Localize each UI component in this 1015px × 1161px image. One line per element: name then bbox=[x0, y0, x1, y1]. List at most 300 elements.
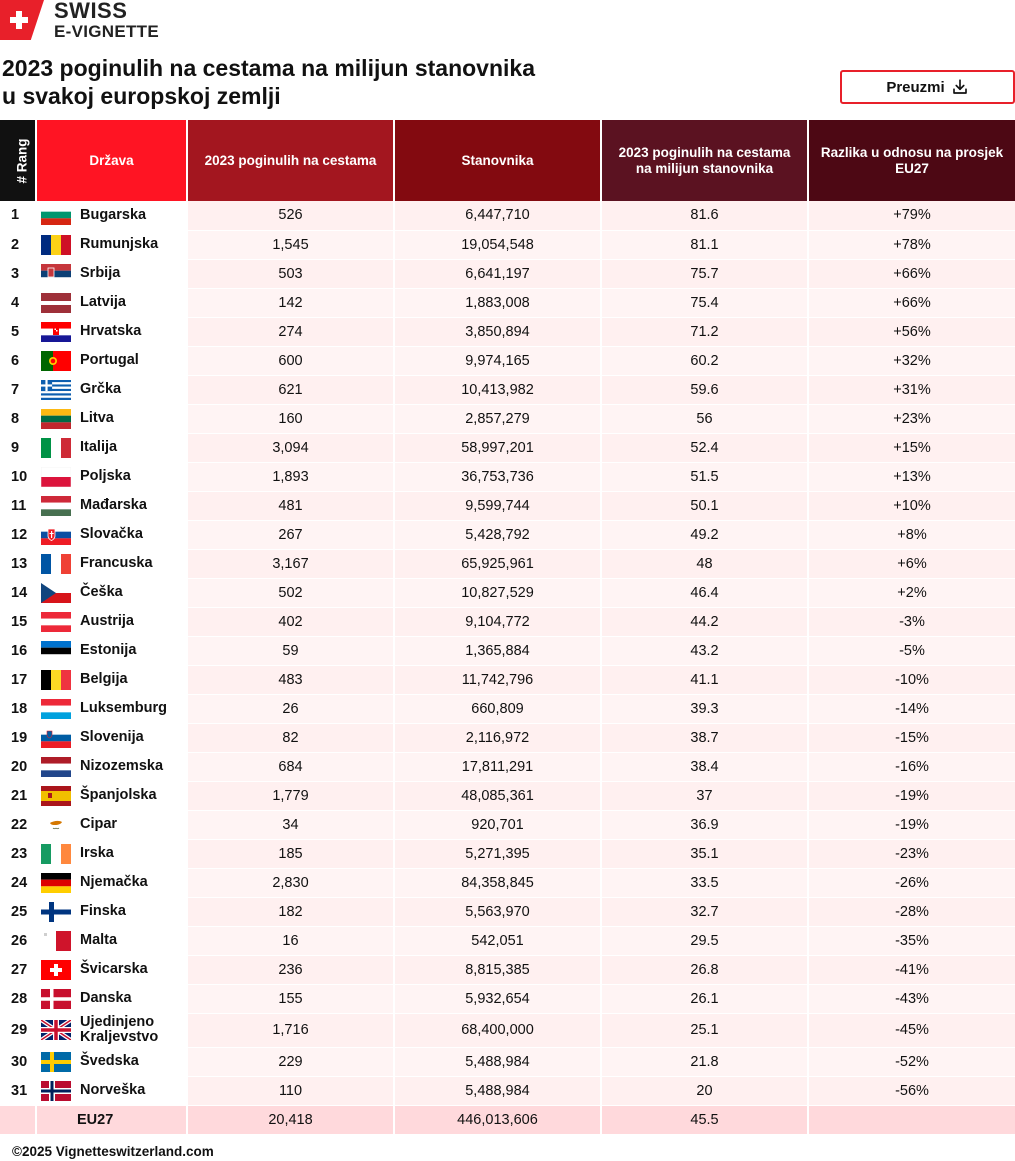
country-cell bbox=[36, 288, 187, 317]
table-row bbox=[0, 491, 1015, 520]
no-flag-icon bbox=[41, 1081, 71, 1101]
country-name: Hrvatska bbox=[80, 323, 142, 339]
diff-cell: -16% bbox=[808, 752, 1015, 781]
header-diff[interactable]: Razlika u odnosu na prosjek EU27 bbox=[808, 120, 1015, 201]
per-million-cell: 44.2 bbox=[601, 607, 808, 636]
page-title bbox=[2, 54, 702, 110]
nl-flag-icon bbox=[41, 757, 71, 777]
hu-flag-icon bbox=[41, 496, 71, 516]
rank-cell: 28 bbox=[0, 984, 36, 1013]
diff-cell: -35% bbox=[808, 926, 1015, 955]
rank-cell: 5 bbox=[0, 317, 36, 346]
deaths-cell: 182 bbox=[187, 897, 394, 926]
country-name: Latvija bbox=[80, 294, 126, 310]
country-name: Slovačka bbox=[80, 526, 143, 542]
diff-cell: +79% bbox=[808, 201, 1015, 230]
diff-cell: -52% bbox=[808, 1047, 1015, 1076]
per-million-cell: 33.5 bbox=[601, 868, 808, 897]
country-cell bbox=[36, 404, 187, 433]
eu27-diff bbox=[808, 1105, 1015, 1134]
diff-cell: -15% bbox=[808, 723, 1015, 752]
table-row bbox=[0, 1047, 1015, 1076]
lt-flag-icon bbox=[41, 409, 71, 429]
ie-flag-icon bbox=[41, 844, 71, 864]
per-million-cell: 35.1 bbox=[601, 839, 808, 868]
diff-cell: -43% bbox=[808, 984, 1015, 1013]
gr-flag-icon bbox=[41, 380, 71, 400]
country-name: Španjolska bbox=[80, 787, 157, 803]
diff-cell: -56% bbox=[808, 1076, 1015, 1105]
fatalities-table bbox=[0, 120, 1015, 1135]
country-cell bbox=[36, 259, 187, 288]
deaths-cell: 185 bbox=[187, 839, 394, 868]
per-million-cell: 41.1 bbox=[601, 665, 808, 694]
per-million-cell: 38.7 bbox=[601, 723, 808, 752]
per-million-cell: 36.9 bbox=[601, 810, 808, 839]
rank-cell: 29 bbox=[0, 1013, 36, 1047]
country-cell bbox=[36, 346, 187, 375]
country-cell bbox=[36, 839, 187, 868]
country-name: Poljska bbox=[80, 468, 131, 484]
country-cell bbox=[36, 462, 187, 491]
deaths-cell: 26 bbox=[187, 694, 394, 723]
deaths-cell: 267 bbox=[187, 520, 394, 549]
table-row bbox=[0, 839, 1015, 868]
cy-flag-icon bbox=[41, 815, 71, 835]
population-cell: 5,932,654 bbox=[394, 984, 601, 1013]
deaths-cell: 82 bbox=[187, 723, 394, 752]
diff-cell: +78% bbox=[808, 230, 1015, 259]
sk-flag-icon bbox=[41, 525, 71, 545]
rank-cell: 20 bbox=[0, 752, 36, 781]
country-name: Estonija bbox=[80, 642, 137, 658]
eu27-population: 446,013,606 bbox=[394, 1105, 601, 1134]
population-cell: 84,358,845 bbox=[394, 868, 601, 897]
population-cell: 10,413,982 bbox=[394, 375, 601, 404]
per-million-cell: 81.1 bbox=[601, 230, 808, 259]
country-name: Luksemburg bbox=[80, 700, 168, 716]
country-cell bbox=[36, 607, 187, 636]
country-name: Irska bbox=[80, 845, 114, 861]
country-cell bbox=[36, 230, 187, 259]
diff-cell: +2% bbox=[808, 578, 1015, 607]
country-cell bbox=[36, 955, 187, 984]
country-name: Švicarska bbox=[80, 961, 148, 977]
logo-line-1: SWISS bbox=[54, 0, 128, 23]
table-row bbox=[0, 259, 1015, 288]
deaths-cell: 684 bbox=[187, 752, 394, 781]
country-cell bbox=[36, 375, 187, 404]
dk-flag-icon bbox=[41, 989, 71, 1009]
population-cell: 36,753,736 bbox=[394, 462, 601, 491]
pt-flag-icon bbox=[41, 351, 71, 371]
deaths-cell: 502 bbox=[187, 578, 394, 607]
country-name: Belgija bbox=[80, 671, 128, 687]
deaths-cell: 526 bbox=[187, 201, 394, 230]
country-cell bbox=[36, 868, 187, 897]
table-row bbox=[0, 1013, 1015, 1047]
country-cell bbox=[36, 578, 187, 607]
deaths-cell: 59 bbox=[187, 636, 394, 665]
rs-flag-icon bbox=[41, 264, 71, 284]
deaths-cell: 142 bbox=[187, 288, 394, 317]
table-row bbox=[0, 636, 1015, 665]
diff-cell: -45% bbox=[808, 1013, 1015, 1047]
population-cell: 5,563,970 bbox=[394, 897, 601, 926]
per-million-cell: 32.7 bbox=[601, 897, 808, 926]
table-row bbox=[0, 317, 1015, 346]
population-cell: 11,742,796 bbox=[394, 665, 601, 694]
table-row bbox=[0, 346, 1015, 375]
rank-cell: 31 bbox=[0, 1076, 36, 1105]
country-cell bbox=[36, 926, 187, 955]
per-million-cell: 26.1 bbox=[601, 984, 808, 1013]
per-million-cell: 39.3 bbox=[601, 694, 808, 723]
hr-flag-icon bbox=[41, 322, 71, 342]
country-cell bbox=[36, 520, 187, 549]
population-cell: 542,051 bbox=[394, 926, 601, 955]
rank-cell: 10 bbox=[0, 462, 36, 491]
eu27-label: EU27 bbox=[36, 1105, 187, 1134]
it-flag-icon bbox=[41, 438, 71, 458]
population-cell: 5,428,792 bbox=[394, 520, 601, 549]
country-cell bbox=[36, 636, 187, 665]
rank-cell: 12 bbox=[0, 520, 36, 549]
per-million-cell: 37 bbox=[601, 781, 808, 810]
country-name: Rumunjska bbox=[80, 236, 159, 252]
rank-cell: 26 bbox=[0, 926, 36, 955]
country-cell bbox=[36, 752, 187, 781]
be-flag-icon bbox=[41, 670, 71, 690]
country-cell bbox=[36, 1013, 187, 1047]
deaths-cell: 1,716 bbox=[187, 1013, 394, 1047]
population-cell: 17,811,291 bbox=[394, 752, 601, 781]
fi-flag-icon bbox=[41, 902, 71, 922]
per-million-cell: 38.4 bbox=[601, 752, 808, 781]
population-cell: 65,925,961 bbox=[394, 549, 601, 578]
rank-cell: 15 bbox=[0, 607, 36, 636]
country-name: Mađarska bbox=[80, 497, 147, 513]
country-name: Portugal bbox=[80, 352, 139, 368]
rank-cell: 7 bbox=[0, 375, 36, 404]
country-name: Francuska bbox=[80, 555, 153, 571]
diff-cell: +8% bbox=[808, 520, 1015, 549]
diff-cell: +66% bbox=[808, 259, 1015, 288]
table-row bbox=[0, 404, 1015, 433]
deaths-cell: 1,893 bbox=[187, 462, 394, 491]
deaths-cell: 274 bbox=[187, 317, 394, 346]
download-button[interactable] bbox=[840, 70, 1015, 104]
table-row bbox=[0, 578, 1015, 607]
deaths-cell: 229 bbox=[187, 1047, 394, 1076]
population-cell: 660,809 bbox=[394, 694, 601, 723]
deaths-cell: 3,094 bbox=[187, 433, 394, 462]
header-rank[interactable]: # Rang bbox=[0, 120, 36, 201]
country-name: Švedska bbox=[80, 1053, 139, 1069]
fr-flag-icon bbox=[41, 554, 71, 574]
table-row bbox=[0, 810, 1015, 839]
header-per-million[interactable]: 2023 poginulih na cestama na milijun stanovnika bbox=[601, 120, 808, 201]
diff-cell: -3% bbox=[808, 607, 1015, 636]
rank-cell: 1 bbox=[0, 201, 36, 230]
country-cell bbox=[36, 810, 187, 839]
de-flag-icon bbox=[41, 873, 71, 893]
rank-cell: 4 bbox=[0, 288, 36, 317]
per-million-cell: 25.1 bbox=[601, 1013, 808, 1047]
per-million-cell: 21.8 bbox=[601, 1047, 808, 1076]
per-million-cell: 43.2 bbox=[601, 636, 808, 665]
table-row bbox=[0, 607, 1015, 636]
population-cell: 68,400,000 bbox=[394, 1013, 601, 1047]
ch-flag-icon bbox=[41, 960, 71, 980]
country-cell bbox=[36, 781, 187, 810]
rank-cell: 9 bbox=[0, 433, 36, 462]
country-name: Nizozemska bbox=[80, 758, 164, 774]
diff-cell: +15% bbox=[808, 433, 1015, 462]
rank-cell: 27 bbox=[0, 955, 36, 984]
mt-flag-icon bbox=[41, 931, 71, 951]
rank-cell: 14 bbox=[0, 578, 36, 607]
diff-cell: +6% bbox=[808, 549, 1015, 578]
table-header-row bbox=[0, 120, 1015, 201]
population-cell: 9,599,744 bbox=[394, 491, 601, 520]
deaths-cell: 1,545 bbox=[187, 230, 394, 259]
population-cell: 1,365,884 bbox=[394, 636, 601, 665]
header-population[interactable]: Stanovnika bbox=[394, 120, 601, 201]
diff-cell: -19% bbox=[808, 781, 1015, 810]
diff-cell: +23% bbox=[808, 404, 1015, 433]
diff-cell: +31% bbox=[808, 375, 1015, 404]
rank-cell: 22 bbox=[0, 810, 36, 839]
diff-cell: -26% bbox=[808, 868, 1015, 897]
per-million-cell: 81.6 bbox=[601, 201, 808, 230]
diff-cell: -23% bbox=[808, 839, 1015, 868]
diff-cell: +56% bbox=[808, 317, 1015, 346]
country-cell bbox=[36, 723, 187, 752]
population-cell: 19,054,548 bbox=[394, 230, 601, 259]
at-flag-icon bbox=[41, 612, 71, 632]
country-cell bbox=[36, 317, 187, 346]
rank-cell: 23 bbox=[0, 839, 36, 868]
table-row bbox=[0, 462, 1015, 491]
country-cell bbox=[36, 491, 187, 520]
population-cell: 2,857,279 bbox=[394, 404, 601, 433]
country-name: Češka bbox=[80, 584, 123, 600]
per-million-cell: 75.7 bbox=[601, 259, 808, 288]
country-name: Grčka bbox=[80, 381, 122, 397]
rank-cell: 21 bbox=[0, 781, 36, 810]
country-name: Litva bbox=[80, 410, 114, 426]
population-cell: 5,271,395 bbox=[394, 839, 601, 868]
deaths-cell: 402 bbox=[187, 607, 394, 636]
table-row bbox=[0, 433, 1015, 462]
per-million-cell: 29.5 bbox=[601, 926, 808, 955]
population-cell: 10,827,529 bbox=[394, 578, 601, 607]
table-row bbox=[0, 1076, 1015, 1105]
se-flag-icon bbox=[41, 1052, 71, 1072]
diff-cell: -5% bbox=[808, 636, 1015, 665]
country-cell bbox=[36, 433, 187, 462]
gb-flag-icon bbox=[41, 1020, 71, 1040]
country-name: Srbija bbox=[80, 265, 121, 281]
country-cell bbox=[36, 665, 187, 694]
per-million-cell: 49.2 bbox=[601, 520, 808, 549]
rank-cell: 24 bbox=[0, 868, 36, 897]
country-name: Cipar bbox=[80, 816, 118, 832]
population-cell: 6,447,710 bbox=[394, 201, 601, 230]
rank-cell: 17 bbox=[0, 665, 36, 694]
ee-flag-icon bbox=[41, 641, 71, 661]
cz-flag-icon bbox=[41, 583, 71, 603]
title-line-1: 2023 poginulih na cestama na milijun stanovnika bbox=[2, 55, 535, 81]
table-row bbox=[0, 868, 1015, 897]
table-row bbox=[0, 926, 1015, 955]
country-cell bbox=[36, 694, 187, 723]
deaths-cell: 600 bbox=[187, 346, 394, 375]
country-name: Malta bbox=[80, 932, 118, 948]
population-cell: 6,641,197 bbox=[394, 259, 601, 288]
country-name: Slovenija bbox=[80, 729, 144, 745]
per-million-cell: 46.4 bbox=[601, 578, 808, 607]
country-cell bbox=[36, 549, 187, 578]
population-cell: 5,488,984 bbox=[394, 1076, 601, 1105]
country-cell bbox=[36, 1047, 187, 1076]
country-name: Italija bbox=[80, 439, 118, 455]
brand-logo[interactable] bbox=[0, 0, 159, 40]
population-cell: 58,997,201 bbox=[394, 433, 601, 462]
table-row bbox=[0, 955, 1015, 984]
rank-cell: 30 bbox=[0, 1047, 36, 1076]
table-row bbox=[0, 694, 1015, 723]
deaths-cell: 621 bbox=[187, 375, 394, 404]
rank-cell: 11 bbox=[0, 491, 36, 520]
per-million-cell: 50.1 bbox=[601, 491, 808, 520]
country-name: Norveška bbox=[80, 1082, 146, 1098]
es-flag-icon bbox=[41, 786, 71, 806]
pl-flag-icon bbox=[41, 467, 71, 487]
per-million-cell: 60.2 bbox=[601, 346, 808, 375]
download-label: Preuzmi bbox=[886, 78, 945, 96]
logo-line-2: E-VIGNETTE bbox=[54, 22, 160, 41]
country-name: Njemačka bbox=[80, 874, 148, 890]
deaths-cell: 503 bbox=[187, 259, 394, 288]
eu27-total-row bbox=[0, 1105, 1015, 1134]
deaths-cell: 236 bbox=[187, 955, 394, 984]
ro-flag-icon bbox=[41, 235, 71, 255]
title-line-2: u svakoj europskoj zemlji bbox=[2, 83, 281, 109]
population-cell: 9,974,165 bbox=[394, 346, 601, 375]
lv-flag-icon bbox=[41, 293, 71, 313]
population-cell: 920,701 bbox=[394, 810, 601, 839]
diff-cell: -28% bbox=[808, 897, 1015, 926]
deaths-cell: 110 bbox=[187, 1076, 394, 1105]
deaths-cell: 155 bbox=[187, 984, 394, 1013]
per-million-cell: 26.8 bbox=[601, 955, 808, 984]
per-million-cell: 56 bbox=[601, 404, 808, 433]
deaths-cell: 483 bbox=[187, 665, 394, 694]
eu27-per-million: 45.5 bbox=[601, 1105, 808, 1134]
rank-cell bbox=[0, 1105, 36, 1134]
diff-cell: +66% bbox=[808, 288, 1015, 317]
diff-cell: +13% bbox=[808, 462, 1015, 491]
diff-cell: -41% bbox=[808, 955, 1015, 984]
country-cell bbox=[36, 897, 187, 926]
table-row bbox=[0, 288, 1015, 317]
per-million-cell: 20 bbox=[601, 1076, 808, 1105]
deaths-cell: 1,779 bbox=[187, 781, 394, 810]
country-cell bbox=[36, 201, 187, 230]
per-million-cell: 59.6 bbox=[601, 375, 808, 404]
bg-flag-icon bbox=[41, 205, 71, 225]
table-row bbox=[0, 752, 1015, 781]
rank-cell: 25 bbox=[0, 897, 36, 926]
population-cell: 48,085,361 bbox=[394, 781, 601, 810]
table-row bbox=[0, 201, 1015, 230]
lu-flag-icon bbox=[41, 699, 71, 719]
country-name: Finska bbox=[80, 903, 126, 919]
table-row bbox=[0, 549, 1015, 578]
rank-cell: 3 bbox=[0, 259, 36, 288]
header-deaths[interactable]: 2023 poginulih na cestama bbox=[187, 120, 394, 201]
rank-cell: 19 bbox=[0, 723, 36, 752]
country-name: Danska bbox=[80, 990, 132, 1006]
rank-cell: 2 bbox=[0, 230, 36, 259]
deaths-cell: 2,830 bbox=[187, 868, 394, 897]
deaths-cell: 160 bbox=[187, 404, 394, 433]
table-row bbox=[0, 375, 1015, 404]
diff-cell: -14% bbox=[808, 694, 1015, 723]
per-million-cell: 75.4 bbox=[601, 288, 808, 317]
table-row bbox=[0, 665, 1015, 694]
deaths-cell: 16 bbox=[187, 926, 394, 955]
country-cell bbox=[36, 1076, 187, 1105]
per-million-cell: 71.2 bbox=[601, 317, 808, 346]
country-name: Ujedinjeno Kraljevstvo bbox=[80, 1014, 159, 1045]
population-cell: 9,104,772 bbox=[394, 607, 601, 636]
header-country[interactable]: Država bbox=[36, 120, 187, 201]
population-cell: 8,815,385 bbox=[394, 955, 601, 984]
swiss-cross-icon bbox=[0, 0, 44, 40]
table-row bbox=[0, 230, 1015, 259]
population-cell: 5,488,984 bbox=[394, 1047, 601, 1076]
eu27-deaths: 20,418 bbox=[187, 1105, 394, 1134]
table-row bbox=[0, 984, 1015, 1013]
population-cell: 3,850,894 bbox=[394, 317, 601, 346]
si-flag-icon bbox=[41, 728, 71, 748]
table-row bbox=[0, 897, 1015, 926]
per-million-cell: 51.5 bbox=[601, 462, 808, 491]
country-name: Austrija bbox=[80, 613, 134, 629]
footer-copyright: ©2025 Vignetteswitzerland.com bbox=[12, 1144, 214, 1159]
population-cell: 2,116,972 bbox=[394, 723, 601, 752]
diff-cell: +32% bbox=[808, 346, 1015, 375]
table-row bbox=[0, 781, 1015, 810]
table-row bbox=[0, 723, 1015, 752]
rank-cell: 18 bbox=[0, 694, 36, 723]
diff-cell: -10% bbox=[808, 665, 1015, 694]
rank-cell: 8 bbox=[0, 404, 36, 433]
download-icon bbox=[951, 78, 969, 96]
country-cell bbox=[36, 984, 187, 1013]
diff-cell: +10% bbox=[808, 491, 1015, 520]
diff-cell: -19% bbox=[808, 810, 1015, 839]
deaths-cell: 3,167 bbox=[187, 549, 394, 578]
rank-cell: 13 bbox=[0, 549, 36, 578]
per-million-cell: 52.4 bbox=[601, 433, 808, 462]
rank-cell: 16 bbox=[0, 636, 36, 665]
population-cell: 1,883,008 bbox=[394, 288, 601, 317]
deaths-cell: 481 bbox=[187, 491, 394, 520]
